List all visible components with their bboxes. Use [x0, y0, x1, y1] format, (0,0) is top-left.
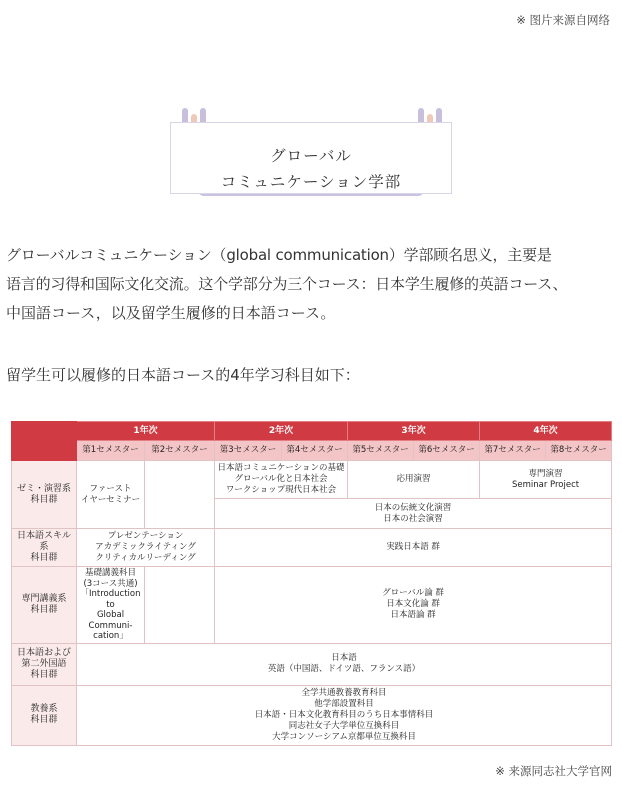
table-corner [12, 422, 77, 461]
cell-text: 全学共通教養教育科目 [301, 687, 387, 698]
cell-text: 日本の伝統文化演習 [374, 502, 452, 513]
year-header: 2年次 [215, 422, 348, 441]
year-header: 3年次 [348, 422, 480, 441]
cell-text: 英語（中国語、ドイツ語、フランス語） [267, 664, 421, 674]
cell-text: 基礎講義科目 [84, 568, 136, 578]
applied-seminar-cell: 応用演習 [348, 461, 480, 499]
semester-header: 第2セメスター [145, 441, 215, 461]
cell-text: 同志社女子大学単位互換科目 [288, 720, 400, 731]
category-lecture [12, 567, 77, 644]
traditional-culture-cell [215, 499, 612, 529]
category-label: 科目群 [30, 715, 58, 725]
curriculum-table [11, 421, 612, 746]
language-subjects-cell [77, 643, 612, 685]
category-label: 専門講義系 [21, 593, 67, 604]
intro-line-2: 语言的习得和国际文化交流。这个学部分为三个コース：日本学生履修的英語コース、 [6, 275, 568, 293]
category-label: 科目群 [30, 553, 58, 563]
cell-text: イヤーセミナー [80, 494, 141, 505]
cell-text: Global [96, 610, 125, 620]
liberal-subjects-cell [77, 685, 612, 745]
y2-seminar-cell [215, 461, 348, 499]
semester-header: 第4セメスター [282, 441, 348, 461]
cell-text: Communi- [88, 620, 133, 631]
semester-header: 第7セメスター [480, 441, 546, 461]
category-seminar [12, 461, 77, 529]
cell-text: クリティカルリーディング [95, 553, 196, 563]
specialized-seminar-cell [480, 461, 612, 499]
lecture-groups-cell [215, 567, 612, 644]
cell-text: cation」 [93, 631, 128, 641]
category-label: 科目群 [30, 669, 58, 680]
table-source-note: ※ 来源同志社大学官网 [495, 764, 612, 778]
cell-text: 大学コンソーシアム京都単位互換科目 [272, 731, 416, 742]
category-skills [12, 529, 77, 567]
title-line-1: グローバル [270, 147, 352, 165]
category-label: 教養系 [30, 704, 58, 714]
cell-text: 日本文化論 群 [386, 599, 440, 610]
cell-text: 日本語 [331, 653, 357, 663]
category-label: 日本語および [16, 647, 71, 658]
category-label: 日本語スキル系 [17, 531, 71, 552]
cell-text: ファースト [89, 483, 132, 494]
cell-text: グローバル論 群 [382, 588, 444, 599]
category-liberal [12, 685, 77, 745]
category-language [12, 643, 77, 685]
cell-text: 日本語・日本文化教育科目のうち日本事情科目 [254, 709, 434, 720]
year-header: 4年次 [480, 422, 612, 441]
category-label: ゼミ・演習系 [16, 483, 71, 494]
cell-text: 日本語論 群 [390, 610, 436, 621]
cell-text: ワークショップ現代日本社会 [225, 485, 337, 495]
category-label: 科目群 [30, 604, 58, 615]
first-year-seminar-cell [77, 461, 145, 529]
cell-text: アカデミックライティング [95, 542, 196, 552]
language-row [12, 643, 612, 685]
subjects-intro: 留学生可以履修的日本語コース的4年学习科目如下： [6, 366, 360, 384]
semester-header: 第8セメスター [546, 441, 612, 461]
cell-text: 専門演習 [528, 468, 563, 479]
liberal-row [12, 685, 612, 745]
section-title [171, 143, 451, 195]
empty-cell [145, 567, 215, 644]
title-card-box [170, 122, 452, 194]
skills-y1-cell [77, 529, 215, 567]
category-label: 第二外国語 [21, 658, 67, 669]
semester-header: 第3セメスター [215, 441, 282, 461]
cell-text: 日本の社会演習 [383, 513, 443, 524]
semester-header: 第5セメスター [348, 441, 414, 461]
section-title-card [170, 108, 452, 200]
cell-text: Seminar Project [511, 479, 580, 490]
skills-row [12, 529, 612, 567]
cell-text: プレゼンテーション [107, 531, 184, 541]
intro-paragraph [6, 241, 618, 328]
intro-line-3: 中国語コース，以及留学生履修的日本語コース。 [6, 304, 336, 322]
year-header: 1年次 [77, 422, 215, 441]
intro-lecture-cell [77, 567, 145, 644]
cell-text: グローバル化と日本社会 [234, 474, 328, 484]
year-header-row [12, 422, 612, 441]
semester-header-row [12, 441, 612, 461]
image-source-note: ※ 图片来源自网络 [516, 13, 610, 27]
title-line-2: コミュニケーション学部 [220, 173, 402, 191]
practical-japanese-cell: 実践日本語 群 [215, 529, 612, 567]
category-label: 科目群 [30, 494, 58, 505]
semester-header: 第1セメスター [77, 441, 145, 461]
cell-text: (3コース共通) [83, 578, 138, 589]
cell-text: 「Introduction to [80, 589, 141, 610]
intro-line-1: グローバルコミュニケーション（global communication）学部顾名思义，主要是 [6, 246, 552, 264]
semester-header: 第6セメスター [414, 441, 480, 461]
cell-text: 日本語コミュニケーションの基礎 [217, 463, 345, 473]
lecture-row [12, 567, 612, 644]
cell-text: 他学部設置科目 [314, 698, 374, 709]
seminar-row [12, 461, 612, 499]
empty-cell [145, 461, 215, 529]
